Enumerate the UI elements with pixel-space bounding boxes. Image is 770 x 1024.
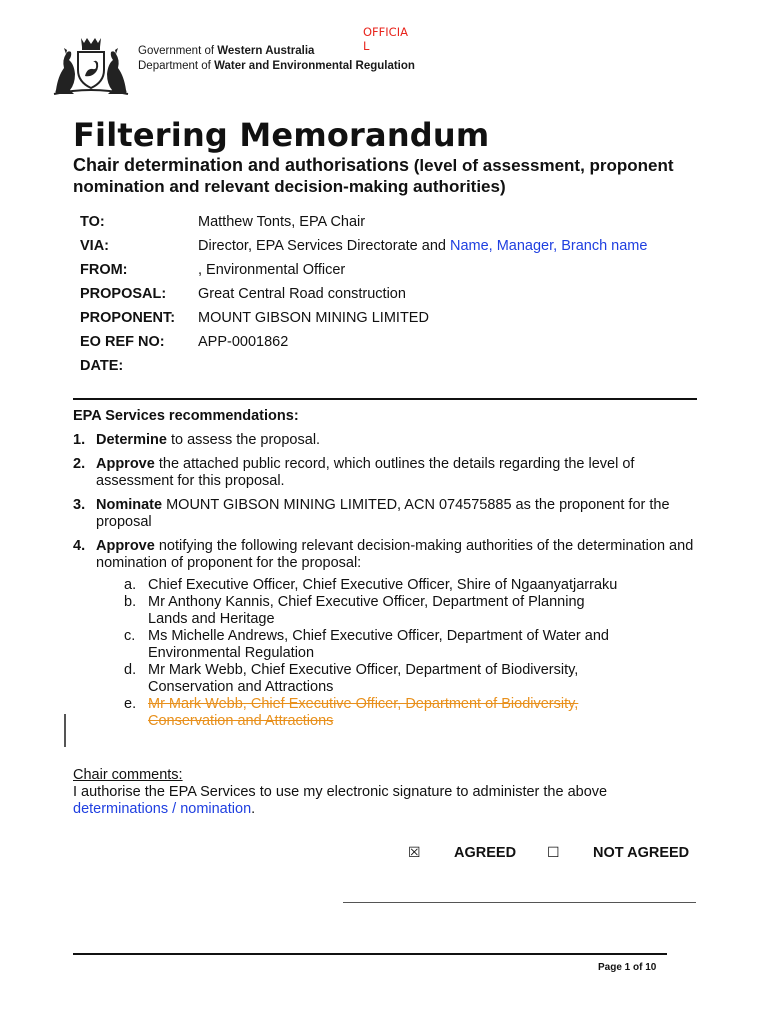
date-row	[80, 358, 680, 375]
authority-text-tracked-deletion: Mr Mark Webb, Chief Executive Officer, Department of Biodiversity, Conservation and Attractions	[148, 696, 579, 729]
authority-item	[124, 594, 624, 628]
to-value: Matthew Tonts, EPA Chair	[198, 214, 366, 230]
recommendation-verb: Approve	[96, 456, 155, 472]
proposal-value: Great Central Road construction	[198, 286, 406, 302]
authority-letter: d.	[124, 662, 137, 678]
proposal-label: PROPOSAL:	[80, 286, 167, 302]
proposal-row	[80, 286, 680, 303]
chair-comments-heading: Chair comments:	[73, 767, 183, 783]
government-header	[138, 44, 415, 74]
comments-placeholder-field[interactable]: determinations / nomination	[73, 801, 252, 817]
authority-item	[124, 628, 624, 662]
recommendation-number: 1.	[73, 432, 86, 448]
via-row	[80, 238, 680, 255]
recommendation-item	[73, 456, 698, 490]
authority-text: Ms Michelle Andrews, Chief Executive Officer, Department of Water and Environmental Regulation	[148, 628, 609, 661]
agreed-label: AGREED	[454, 845, 517, 861]
recommendation-text	[96, 432, 320, 449]
department-prefix: Department of	[138, 60, 215, 72]
ref-value: APP-0001862	[198, 334, 289, 350]
government-name: Western Australia	[217, 45, 315, 57]
recommendation-number: 4.	[73, 538, 86, 554]
wa-coat-of-arms-icon	[50, 34, 132, 96]
date-label: DATE:	[80, 358, 124, 374]
ref-row	[80, 334, 680, 351]
authority-letter: a.	[124, 577, 137, 593]
agreed-checkbox[interactable]: ☒	[408, 845, 421, 861]
not-agreed-checkbox[interactable]: ☐	[547, 845, 560, 861]
proponent-value: MOUNT GIBSON MINING LIMITED	[198, 310, 429, 326]
memo-details	[80, 214, 680, 382]
not-agreed-label: NOT AGREED	[593, 845, 690, 861]
authority-text: Mr Mark Webb, Chief Executive Officer, Department of Biodiversity, Conservation and Attractions	[148, 662, 579, 695]
chair-comments-text	[73, 784, 698, 818]
classification-marking: OFFICIAL	[363, 25, 408, 53]
signature-line[interactable]	[343, 902, 696, 903]
details-divider	[73, 398, 697, 400]
recommendation-item	[73, 538, 698, 572]
via-value	[198, 238, 658, 255]
recommendation-item	[73, 432, 698, 449]
comments-end: .	[251, 801, 256, 817]
authority-letter: c.	[124, 628, 136, 644]
authority-letter: b.	[124, 594, 137, 610]
recommendation-verb: Determine	[96, 432, 167, 448]
recommendation-body: the attached public record, which outlines the details regarding the level of assessment for this proposal.	[96, 456, 635, 489]
department-name: Water and Environmental Regulation	[214, 60, 415, 72]
document-title: Filtering Memorandum	[73, 116, 490, 154]
via-label: VIA:	[80, 238, 109, 254]
subtitle-rest: (level of assessment, proponent nomination and relevant decision-making authorities)	[73, 156, 674, 196]
authority-item	[124, 662, 624, 696]
chair-comments-section	[73, 767, 698, 818]
government-line	[138, 44, 415, 59]
recommendation-body: to assess the proposal.	[166, 432, 321, 448]
page-number: Page 1 of 10	[598, 962, 657, 973]
authority-text: Chief Executive Officer, Chief Executive Officer, Shire of Ngaanyatjarraku	[148, 577, 618, 593]
subtitle-lead: Chair determination and authorisations	[73, 155, 410, 175]
footer-divider	[73, 953, 667, 955]
department-line	[138, 59, 415, 74]
recommendation-verb: Nominate	[96, 497, 163, 513]
recommendation-body: notifying the following relevant decision-making authorities of the determination and nomination of proponent for the proposal:	[96, 538, 694, 571]
government-prefix: Government of	[138, 45, 218, 57]
recommendations-section	[73, 408, 698, 730]
authority-item-deleted	[124, 696, 624, 730]
document-subtitle	[73, 155, 693, 197]
proponent-row	[80, 310, 680, 327]
recommendation-item	[73, 497, 698, 531]
from-label: FROM:	[80, 262, 128, 278]
to-label: TO:	[80, 214, 105, 230]
authority-letter: e.	[124, 696, 137, 712]
from-value: , Environmental Officer	[198, 262, 346, 278]
recommendations-heading: EPA Services recommendations:	[73, 408, 299, 424]
recommendation-text	[96, 538, 698, 572]
via-placeholder-field[interactable]: Name, Manager, Branch name	[449, 238, 648, 254]
recommendation-number: 2.	[73, 456, 86, 472]
authority-text: Mr Anthony Kannis, Chief Executive Officer, Department of Planning Lands and Heritage	[148, 594, 585, 627]
date-value[interactable]	[198, 358, 658, 375]
authorities-list	[124, 577, 624, 730]
to-row	[80, 214, 680, 231]
recommendation-body: MOUNT GIBSON MINING LIMITED, ACN 074575885 as the proponent for the proposal	[96, 497, 670, 530]
ref-label: EO REF NO:	[80, 334, 165, 350]
authority-item	[124, 577, 624, 594]
comments-body: I authorise the EPA Services to use my electronic signature to administer the above	[73, 784, 608, 800]
recommendation-text	[96, 456, 698, 490]
recommendation-number: 3.	[73, 497, 86, 513]
tracked-change-bar	[64, 714, 66, 747]
proponent-label: PROPONENT:	[80, 310, 176, 326]
from-row	[80, 262, 680, 279]
recommendation-text	[96, 497, 698, 531]
recommendation-verb: Approve	[96, 538, 155, 554]
via-text: Director, EPA Services Directorate and	[198, 238, 450, 254]
